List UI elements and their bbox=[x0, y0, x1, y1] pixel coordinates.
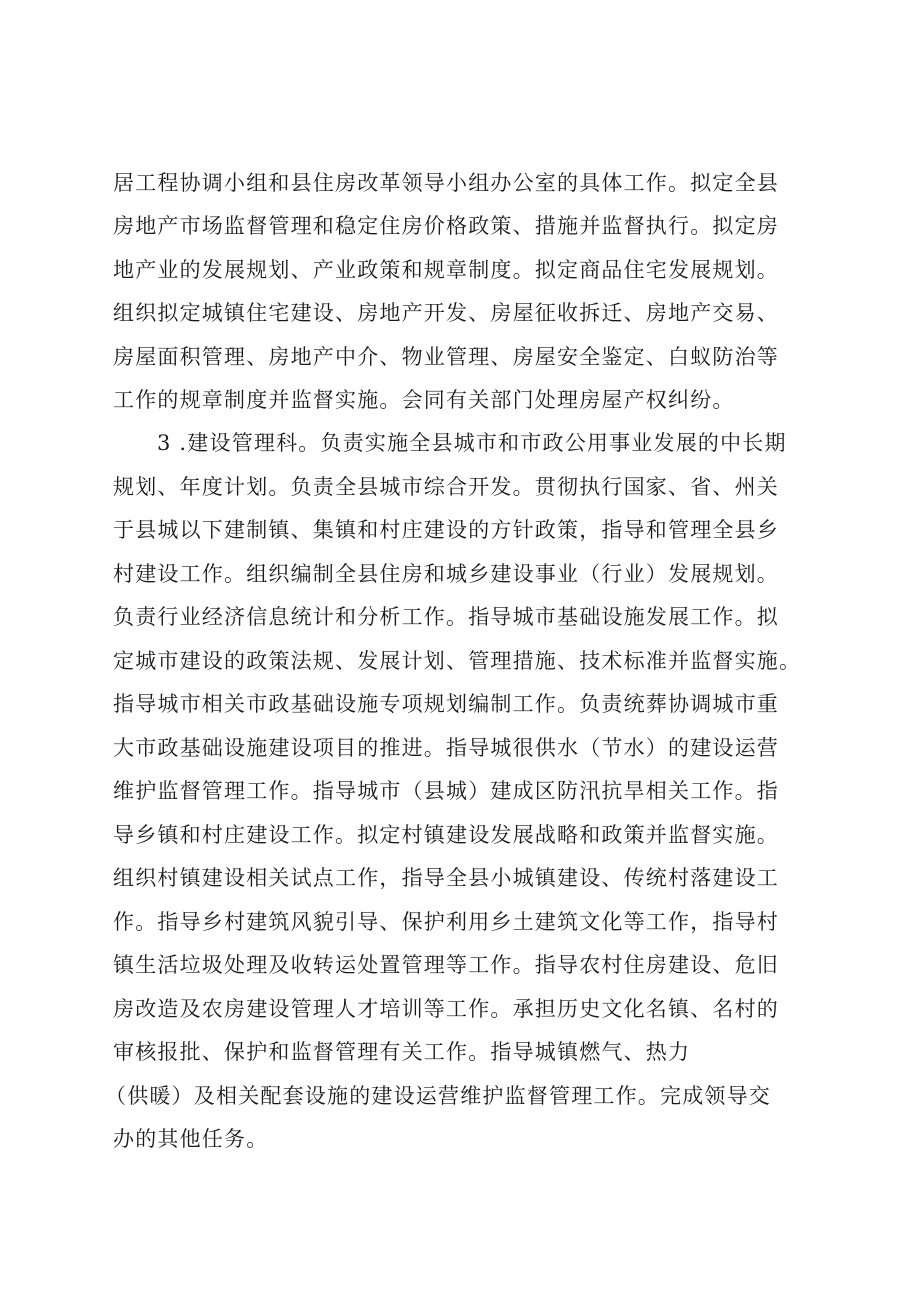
text-line: 负责行业经济信息统计和分析工作。指导城市基础设施发展工作。拟 bbox=[113, 605, 779, 629]
text-line: 组织拟定城镇住宅建设、房地产开发、房屋征收拆迁、房地产交易、 bbox=[113, 301, 779, 325]
text-line: 工作的规章制度并监督实施。会同有关部门处理房屋产权纠纷。 bbox=[113, 388, 735, 412]
text-line: 居工程协调小组和县住房改革领导小组办公室的具体工作。拟定全县 bbox=[113, 171, 779, 195]
text-line: 规划、年度计划。负责全县城市综合开发。贯彻执行国家、省、州关 bbox=[113, 475, 779, 499]
text-line: 指导城市相关市政基础设施专项规划编制工作。负责统葬协调城市重 bbox=[113, 692, 779, 716]
text-line: 导乡镇和村庄建设工作。拟定村镇建设发展战略和政策并监督实施。 bbox=[113, 823, 779, 847]
text-line: 镇生活垃圾处理及收转运处置管理等工作。指导农村住房建设、危旧 bbox=[113, 953, 779, 977]
text-line: 房屋面积管理、房地产中介、物业管理、房屋安全鉴定、白蚁防治等 bbox=[113, 345, 779, 369]
text-line: 组织村镇建设相关试点工作，指导全县小城镇建设、传统村落建设工 bbox=[113, 866, 779, 890]
text-line: 维护监督管理工作。指导城市（县城）建成区防汛抗旱相关工作。指 bbox=[113, 779, 779, 803]
text-line: 房地产市场监督管理和稳定住房价格政策、措施并监督执行。拟定房 bbox=[113, 214, 779, 238]
text-line: 村建设工作。组织编制全县住房和城乡建设事业（行业）发展规划。 bbox=[113, 562, 779, 586]
text-line: 大市政基础设施建设项目的推进。指导城很供水（节水）的建设运营 bbox=[113, 736, 779, 760]
text-line: （供暖）及相关配套设施的建设运营维护监督管理工作。完成领导交 bbox=[105, 1084, 771, 1108]
text-line: 定城市建设的政策法规、发展计划、管理措施、技术标准并监督实施。 bbox=[113, 649, 802, 673]
text-line: 作。指导乡村建筑风貌引导、保护利用乡土建筑文化等工作，指导村 bbox=[113, 910, 779, 934]
text-line: 房改造及农房建设管理人才培训等工作。承担历史文化名镇、名村的 bbox=[113, 997, 779, 1021]
section-heading-line: 3 .建设管理科。负责实施全县城市和市政公用事业发展的中长期 bbox=[157, 431, 787, 455]
text-line: 审核报批、保护和监督管理有关工作。指导城镇燃气、热力 bbox=[113, 1040, 691, 1064]
text-line: 于县城以下建制镇、集镇和村庄建设的方针政策，指导和管理全县乡 bbox=[113, 518, 779, 542]
text-line: 地产业的发展规划、产业政策和规章制度。拟定商品住宅发展规划。 bbox=[113, 258, 779, 282]
text-line: 办的其他任务。 bbox=[113, 1127, 269, 1151]
